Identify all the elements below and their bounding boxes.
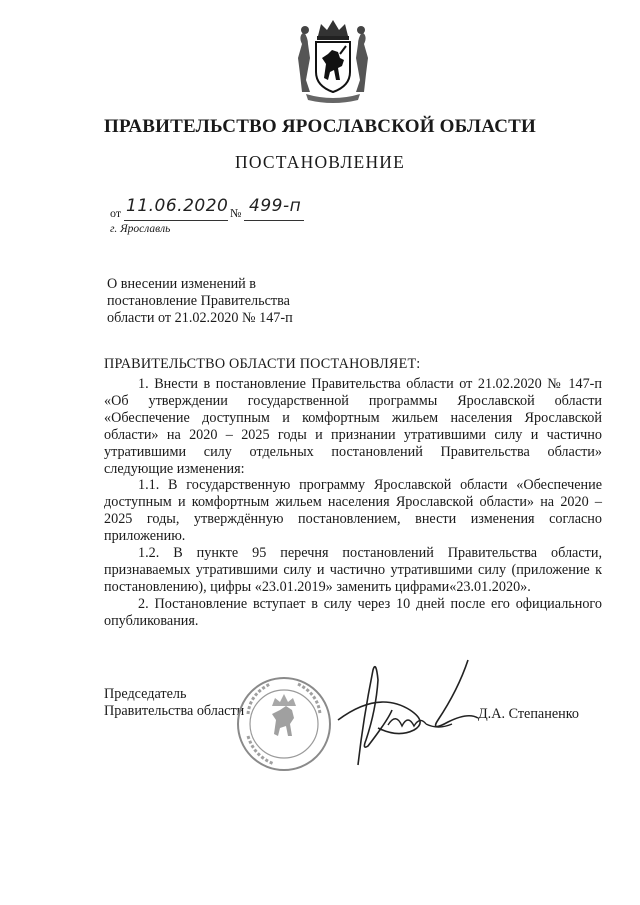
yaroslavl-coat-of-arms-icon [288,14,378,106]
decree-body [104,376,602,630]
signer-name: Д.А. Степаненко [478,706,579,722]
preamble: ПРАВИТЕЛЬСТВО ОБЛАСТИ ПОСТАНОВЛЯЕТ: [104,356,421,372]
number-prefix: № [230,206,242,220]
subject-line: постановление Правительства [107,293,290,309]
clause-1-2: 1.2. В пункте 95 перечня постановлений Правительства области, признаваемых утратившими силу и частично утратившими силу (приложение к постановлению), цифры «23.01.2019» заменить цифрами«23.01.2020». [104,545,602,595]
subject-block [107,276,347,327]
date-underline [124,220,228,221]
city-label: г. Ярославль [110,223,171,235]
clause-1-1: 1.1. В государственную программу Ярославской области «Обеспечение доступным и комфортным жильем населения Ярославской области» на 2020 – 2025 годы, утверждённую постановлением, внести изменения согласно приложению. [104,477,602,545]
registration-line [110,196,350,220]
handwritten-date: 11.06.2020 [126,196,229,216]
handwritten-number: 499-п [249,196,302,216]
signatory-position [104,686,244,720]
clause-1: 1. Внести в постановление Правительства области от 21.02.2020 № 147-п «Об утверждении государственной программы Ярославской области «Обеспечение доступным и комфортным жильем населения Ярославской области» на 2020 – 2025 годы и признании утратившими силу и частично утратившими силу отдельных постановлений Правительства области» следующие изменения: [104,376,602,477]
government-title: ПРАВИТЕЛЬСТВО ЯРОСЛАВСКОЙ ОБЛАСТИ [104,116,536,137]
date-prefix: от [110,206,122,220]
subject-line: области от 21.02.2020 № 147-п [107,310,293,326]
subject-line: О внесении изменений в [107,276,257,292]
clause-2: 2. Постановление вступает в силу через 10 дней после его официального опубликования. [104,595,602,629]
handwritten-signature-icon [318,650,498,770]
position-line: Правительства области [104,703,245,719]
position-line: Председатель [104,686,187,702]
number-underline [244,220,304,221]
document-type: ПОСТАНОВЛЕНИЕ [234,152,406,172]
